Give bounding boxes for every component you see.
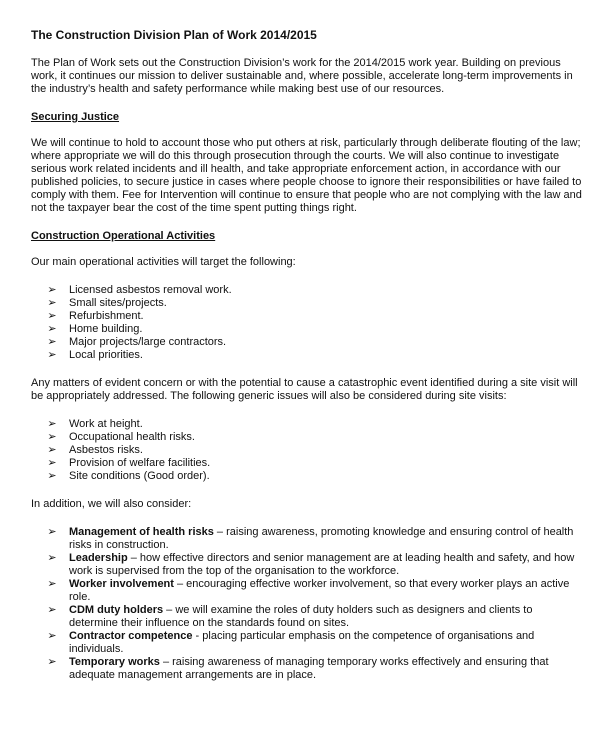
addition-lead: In addition, we will also consider: — [31, 498, 192, 510]
document-title: The Construction Division Plan of Work 2014/2015 — [31, 28, 317, 42]
consider-text: – we will examine the roles of duty holders such as designers and clients to determine their influence on the standards found on sites. — [69, 604, 533, 629]
concern-paragraph: Any matters of evident concern or with the potential to cause a catastrophic event identified during a site visit will be appropriately addressed. The following generic issues will also be considered during site visits: — [31, 377, 578, 402]
consider-list — [31, 526, 582, 682]
list-item — [31, 656, 582, 682]
arrowhead-bullet-icon: ➢ — [47, 297, 57, 309]
list-item: ➢ Refurbishment. — [47, 310, 144, 322]
list-item: ➢ Provision of welfare facilities. — [47, 457, 211, 469]
list-item: ➢ Occupational health risks. — [47, 431, 195, 443]
arrowhead-bullet-icon: ➢ — [47, 526, 57, 538]
list-item: ➢ Site conditions (Good order). — [47, 470, 210, 482]
list-item: ➢ Work at height. — [47, 418, 143, 430]
consider-term: Contractor competence — [69, 630, 193, 642]
consider-term: Temporary works — [69, 656, 160, 668]
list-item: ➢ Local priorities. — [47, 349, 143, 361]
consider-term: Management of health risks — [69, 526, 214, 538]
arrowhead-bullet-icon: ➢ — [47, 418, 57, 430]
consider-text: – encouraging effective worker involvement, so that every worker plays an active role. — [69, 578, 570, 603]
arrowhead-bullet-icon: ➢ — [47, 457, 57, 469]
consider-text: - placing particular emphasis on the competence of organisations and individuals. — [69, 630, 535, 655]
arrowhead-bullet-icon: ➢ — [47, 630, 57, 642]
consider-term: Worker involvement — [69, 578, 174, 590]
consider-text: – raising awareness of managing temporary works effectively and ensuring that adequate management arrangements are in place. — [69, 656, 549, 681]
arrowhead-bullet-icon: ➢ — [47, 470, 57, 482]
consider-text: – raising awareness, promoting knowledge and ensuring control of health risks in construction. — [69, 526, 574, 551]
operational-activities-heading: Construction Operational Activities — [31, 230, 216, 242]
list-item — [31, 578, 582, 604]
arrowhead-bullet-icon: ➢ — [47, 310, 57, 322]
consider-term: CDM duty holders — [69, 604, 164, 616]
list-item: ➢ Licensed asbestos removal work. — [47, 284, 232, 296]
securing-justice-paragraph: We will continue to hold to account those who put others at risk, particularly through deliberate flouting of the law; where appropriate we will do this through prosecution through the courts. We will also continue to investigate serious work related incidents and ill health, and take appropriate enforcement action, in accordance with our published policies, to secure justice in cases where people choose to ignore their responsibilities or have failed to comply with them. Fee for Intervention will continue to ensure that people who are not complying with the law and not the taxpayer bear the cost of the time spent putting things right. — [31, 137, 582, 214]
arrowhead-bullet-icon: ➢ — [47, 336, 57, 348]
list-item — [31, 604, 582, 630]
operational-lead: Our main operational activities will target the following: — [31, 256, 296, 268]
securing-justice-heading: Securing Justice — [31, 111, 120, 123]
consider-text: – how effective directors and senior management are at leading health and safety, and how work is supervised from the top of the organisation to the workforce. — [69, 552, 575, 577]
list-item — [31, 630, 582, 656]
list-item: ➢ Small sites/projects. — [47, 297, 167, 309]
list-item: ➢ Home building. — [47, 323, 143, 335]
arrowhead-bullet-icon: ➢ — [47, 431, 57, 443]
target-activities-list — [31, 284, 582, 362]
consider-term: Leadership — [69, 552, 128, 564]
arrowhead-bullet-icon: ➢ — [47, 323, 57, 335]
list-item: ➢ Asbestos risks. — [47, 444, 143, 456]
arrowhead-bullet-icon: ➢ — [47, 284, 57, 296]
arrowhead-bullet-icon: ➢ — [47, 552, 57, 564]
arrowhead-bullet-icon: ➢ — [47, 444, 57, 456]
arrowhead-bullet-icon: ➢ — [47, 349, 57, 361]
generic-issues-list — [31, 418, 582, 483]
arrowhead-bullet-icon: ➢ — [47, 578, 57, 590]
list-item — [31, 552, 582, 578]
list-item: ➢ Major projects/large contractors. — [47, 336, 227, 348]
list-item — [31, 526, 582, 552]
intro-paragraph: The Plan of Work sets out the Construction Division’s work for the 2014/2015 work year. Building on previous work, it continues our mission to deliver sustainable and, where possible, accelerate long-term improvements in the industry’s health and safety performance while making best use of our resources. — [31, 57, 573, 95]
arrowhead-bullet-icon: ➢ — [47, 656, 57, 668]
arrowhead-bullet-icon: ➢ — [47, 604, 57, 616]
